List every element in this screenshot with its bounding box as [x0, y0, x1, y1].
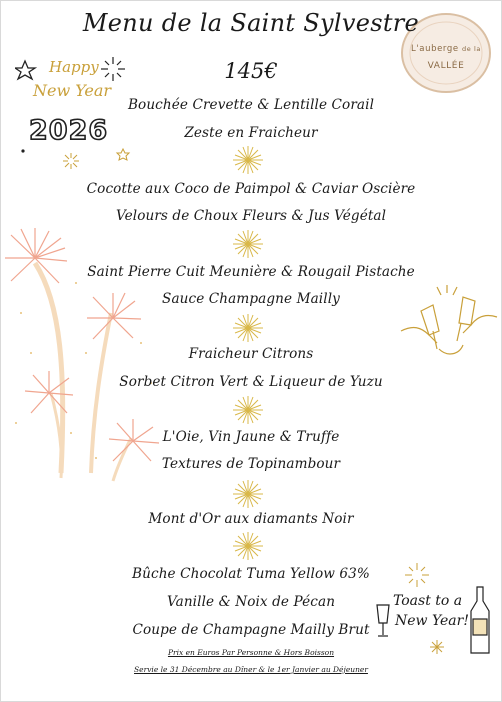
menu-price: 145€: [224, 59, 278, 83]
gold-sparkle-divider-icon: [231, 313, 265, 343]
gold-sparkle-divider-icon: [231, 229, 265, 259]
course-7-line-1: Bûche Chocolat Tuma Yellow 63%: [132, 566, 370, 582]
course-2-line-2: Velours de Choux Fleurs & Jus Végétal: [115, 208, 387, 224]
course-3-line-1: Saint Pierre Cuit Meunière & Rougail Pistache: [87, 264, 415, 280]
happy-text: Happy: [49, 58, 99, 76]
gold-star-icon: [117, 149, 129, 160]
new-year-text: New Year: [33, 81, 112, 100]
menu-title: Menu de la Saint Sylvestre: [82, 9, 420, 37]
toast-line-2: New Year!: [395, 613, 469, 629]
gold-sparkle-divider-icon: [231, 395, 265, 425]
gold-sparkle-divider-icon: [231, 479, 265, 509]
gold-burst-icon: [63, 153, 79, 169]
footer-prices-note: Prix en Euros Par Personne & Hors Boisson: [167, 648, 335, 657]
logo-text-auberge: L'auberge: [411, 44, 459, 54]
champagne-bottle-icon: [471, 587, 489, 653]
course-3-line-2: Sauce Champagne Mailly: [162, 291, 340, 307]
course-7-line-2: Vanille & Noix de Pécan: [166, 594, 336, 610]
gold-sparkle-divider-icon: [231, 145, 265, 175]
champagne-glass-icon: [377, 605, 389, 636]
course-1-line-2: Zeste en Fraicheur: [184, 125, 318, 141]
sparkle-small-icon: [21, 149, 24, 152]
sparkle-icon: [405, 563, 429, 587]
toast-line-1: Toast to a: [393, 593, 463, 609]
footer-service-note: Servie le 31 Décembre au Dîner & le 1er Janvier au Déjeuner: [134, 665, 368, 674]
course-5-line-1: L'Oie, Vin Jaune & Truffe: [162, 429, 340, 445]
course-4-line-2: Sorbet Citron Vert & Liqueur de Yuzu: [119, 374, 383, 390]
logo-text-vallee: VALLÉE: [427, 61, 465, 71]
course-1-line-1: Bouchée Crevette & Lentille Corail: [127, 97, 375, 113]
course-5-line-2: Textures de Topinambour: [161, 456, 341, 472]
logo-text-delà: de la: [462, 45, 481, 53]
course-2-line-1: Cocotte aux Coco de Paimpol & Caviar Oscière: [86, 181, 416, 197]
course-6-line-1: Mont d'Or aux diamants Noir: [148, 511, 354, 527]
course-4-line-1: Fraicheur Citrons: [188, 346, 314, 362]
course-7-line-3: Coupe de Champagne Mailly Brut: [132, 622, 370, 638]
gold-burst-icon: [430, 640, 444, 654]
toast-badge: [373, 561, 501, 661]
gold-sparkle-divider-icon: [231, 531, 265, 561]
champagne-toast-illustration: [399, 283, 499, 373]
year-text: 2026: [29, 115, 109, 146]
